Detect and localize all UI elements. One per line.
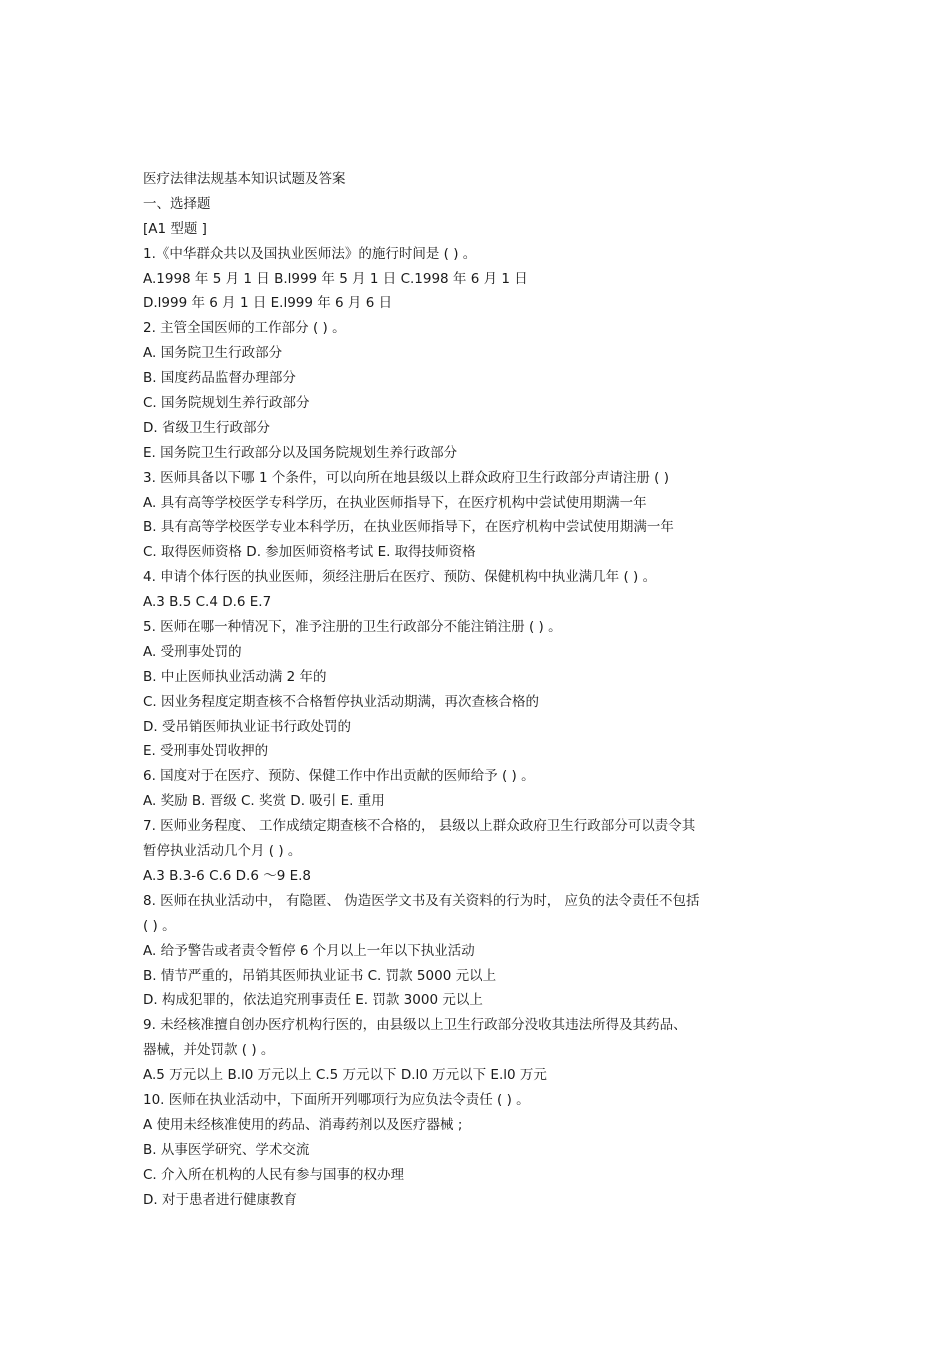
question-5-option-c: C. 因业务程度定期查核不合格暂停执业活动期满，再次查核合格的 [143,693,540,710]
question-7-options: A.3 B.3-6 C.6 D.6 ～9 E.8 [143,867,312,884]
question-8-options-d-e: D. 构成犯罪的，依法追究刑事责任 E. 罚款 3000 元以上 [143,992,483,1009]
question-2-option-a: A. 国务院卫生行政部分 [143,345,283,362]
question-9-options: A.5 万元以上 B.l0 万元以上 C.5 万元以下 D.l0 万元以下 E.l0 万元 [143,1067,547,1084]
question-2-option-b: B. 国度药品监督办理部分 [143,370,296,387]
question-10-option-c: C. 介入所在机构的人民有参与国事的权办理 [143,1166,405,1183]
question-2-option-d: D. 省级卫生行政部分 [143,419,270,436]
question-1: 1.《中华群众共以及国执业医师法》的施行时间是 ( ) 。 [143,245,477,262]
question-6-options: A. 奖励 B. 晋级 C. 奖赏 D. 吸引 E. 重用 [143,793,385,810]
question-5: 5. 医师在哪一种情况下，准予注册的卫生行政部分不能注销注册 ( ) 。 [143,619,562,636]
question-1-options-d-e: D.l999 年 6 月 1 日 E.l999 年 6 月 6 日 [143,295,393,312]
question-10-option-b: B. 从事医学研究、学术交流 [143,1141,310,1158]
question-5-option-a: A. 受刑事处罚的 [143,643,242,660]
question-2: 2. 主管全国医师的工作部分 ( ) 。 [143,320,346,337]
question-5-option-e: E. 受刑事处罚收押的 [143,743,269,760]
question-4-options: A.3 B.5 C.4 D.6 E.7 [143,594,272,611]
question-8-option-a: A. 给予警告或者责令暂停 6 个月以上一年以下执业活动 [143,942,475,959]
question-9-continued: 器械，并处罚款 ( ) 。 [143,1042,275,1059]
question-5-option-d: D. 受吊销医师执业证书行政处罚的 [143,718,351,735]
question-10-option-a: A 使用未经核准使用的药品、消毒药剂以及医疗器械 ; [143,1116,463,1133]
question-9: 9. 未经核准擅自创办医疗机构行医的，由县级以上卫生行政部分没收其违法所得及其药品、 [143,1017,687,1034]
document-title: 医疗法律法规基本知识试题及答案 [143,171,346,187]
question-3-option-b: B. 具有高等学校医学专业本科学历，在执业医师指导下，在医疗机构中尝试使用期满一年 [143,519,674,536]
question-6: 6. 国度对于在医疗、预防、保健工作中作出贡献的医师给予 ( ) 。 [143,768,535,785]
question-8-continued: ( ) 。 [143,917,176,934]
question-4: 4. 申请个体行医的执业医师，须经注册后在医疗、预防、保健机构中执业满几年 ( ) 。 [143,569,657,586]
question-8: 8. 医师在执业活动中， 有隐匿、 伪造医学文书及有关资料的行为时， 应负的法令责任不包括 [143,892,700,909]
question-7: 7. 医师业务程度、 工作成绩定期查核不合格的， 县级以上群众政府卫生行政部分可以责令其 [143,818,696,835]
section-heading: 一、选择题 [143,195,211,212]
question-5-option-b: B. 中止医师执业活动满 2 年的 [143,668,327,685]
question-7-continued: 暂停执业活动几个月 ( ) 。 [143,843,302,860]
question-3-option-a: A. 具有高等学校医学专科学历，在执业医师指导下，在医疗机构中尝试使用期满一年 [143,494,647,511]
document-body [143,167,803,1212]
question-8-options-b-c: B. 情节严重的，吊销其医师执业证书 C. 罚款 5000 元以上 [143,967,497,984]
question-1-options-a-c: A.1998 年 5 月 1 日 B.l999 年 5 月 1 日 C.1998 年 6 月 1 日 [143,270,528,287]
question-3: 3. 医师具备以下哪 1 个条件，可以向所在地县级以上群众政府卫生行政部分声请注册 ( ) [143,469,669,486]
question-2-option-c: C. 国务院规划生养行政部分 [143,395,310,412]
question-2-option-e: E. 国务院卫生行政部分以及国务院规划生养行政部分 [143,444,458,461]
question-10-option-d: D. 对于患者进行健康教育 [143,1191,297,1208]
question-10: 10. 医师在执业活动中，下面所开列哪项行为应负法令责任 ( ) 。 [143,1091,530,1108]
question-3-options-c-e: C. 取得医师资格 D. 参加医师资格考试 E. 取得技师资格 [143,544,476,561]
question-type-label: [A1 型题 ] [143,220,207,237]
